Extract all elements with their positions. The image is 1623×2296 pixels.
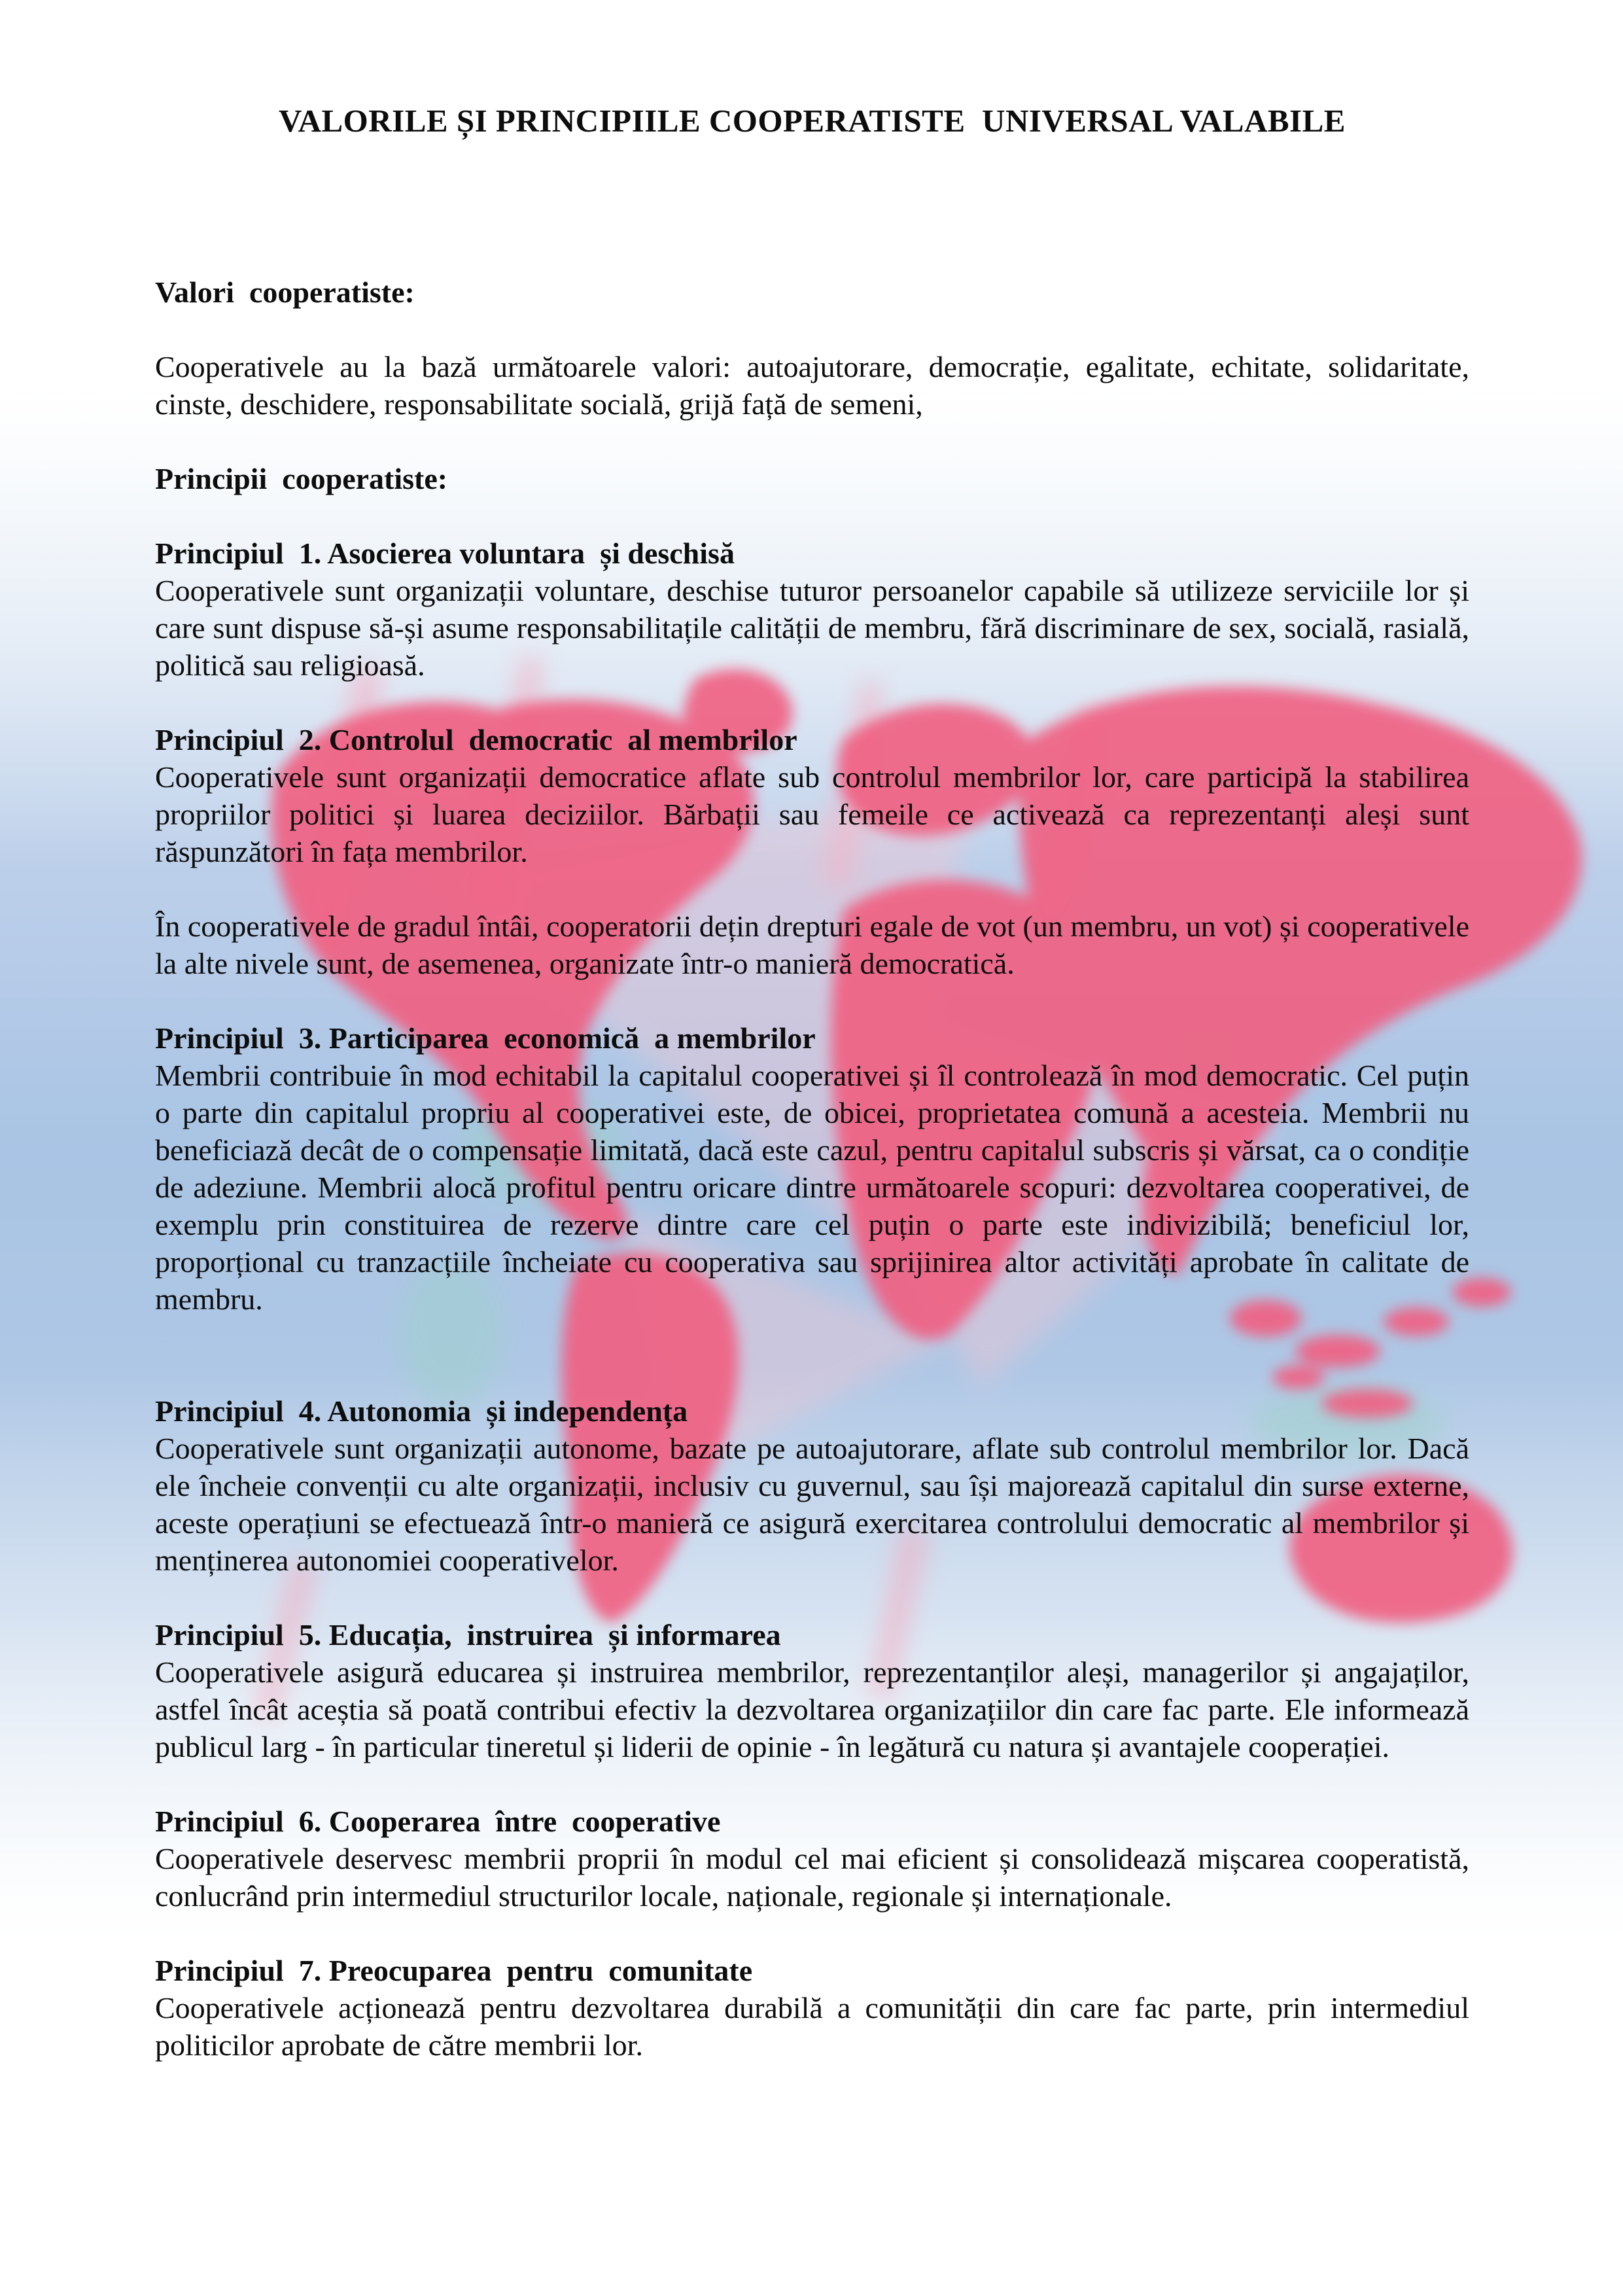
section-principii-cooperatiste [155, 460, 1469, 497]
paragraph: Cooperativele asigură educarea și instruirea membrilor, reprezentanților aleși, managerilor și angajaților, astfel încât aceștia să poată contribui efectiv la dezvoltarea organizațiilor din care fac parte. Ele informează publicul larg - în particular tineretul și liderii de opinie - în legătură cu natura și avantajele cooperației. [155, 1655, 1469, 1763]
section-heading: Principiul 4. Autonomia și independența [155, 1394, 688, 1428]
paragraph: Membrii contribuie în mod echitabil la capitalul cooperativei și îl controlează în mod democratic. Cel puțin o parte din capitalul propriu al cooperativei este, de obicei, proprietatea comună a acesteia. Membrii nu beneficiază decât de o compensație limitată, dacă este cazul, pentru capitalul subscris și vărsat, ca o condiție de adeziune. Membrii alocă profitul pentru oricare dintre următoarele scopuri: dezvoltarea cooperativei, de exemplu prin constituirea de rezerve dintre care cel puțin o parte este indivizibilă; beneficiul lor, proporțional cu tranzacțiile încheiate cu cooperativa sau sprijinirea altor activități aprobate în calitate de membru. [155, 1059, 1469, 1316]
section-heading: Principiul 1. Asocierea voluntara și deschisă [155, 537, 735, 570]
paragraph: Cooperativele sunt organizații voluntare, deschise tuturor persoanelor capabile să utilizeze serviciile lor și care sunt dispuse să-și asume responsabilitațile calității de membru, fără discriminare de sex, socială, rasială, politică sau religioasă. [155, 574, 1469, 682]
document-title: VALORILE ȘI PRINCIPIILE COOPERATISTE UNIVERSAL VALABILE [279, 103, 1346, 139]
section-principiul-3 [155, 1019, 1469, 1318]
section-heading: Principiul 3. Participarea economică a membrilor [155, 1021, 816, 1055]
paragraph: În cooperativele de gradul întâi, cooperatorii dețin drepturi egale de vot (un membru, un vot) și cooperativele la alte nivele sunt, de asemenea, organizate într-o manieră democratică. [155, 910, 1469, 980]
paragraph: Cooperativele sunt organizații democratice aflate sub controlul membrilor lor, care participă la stabilirea propriilor politici și luarea deciziilor. Bărbații sau femeile ce activează ca reprezentanți aleși sunt răspunzători în fața membrilor. [155, 760, 1469, 868]
section-heading: Principiul 2. Controlul democratic al membrilor [155, 723, 797, 756]
section-valori-cooperatiste [155, 274, 1469, 423]
section-heading: Valori cooperatiste: [155, 275, 415, 309]
paragraph: Cooperativele au la bază următoarele valori: autoajutorare, democrație, egalitate, echitate, solidaritate, cinste, deschidere, responsabilitate socială, grijă față de semeni, [155, 350, 1469, 421]
paragraph: Cooperativele acționează pentru dezvoltarea durabilă a comunității din care fac parte, prin intermediul politicilor aprobate de către membrii lor. [155, 1991, 1469, 2062]
section-principiul-2 [155, 721, 1469, 982]
section-heading: Principiul 5. Educația, instruirea și informarea [155, 1618, 781, 1651]
section-principiul-1 [155, 535, 1469, 684]
section-principiul-4 [155, 1392, 1469, 1579]
paragraph: Cooperativele deservesc membrii proprii în modul cel mai eficient și consolidează mișcarea cooperatistă, conlucrând prin intermediul structurilor locale, naționale, regionale și internaționale. [155, 1842, 1469, 1913]
section-heading: Principiul 7. Preocuparea pentru comunitate [155, 1954, 753, 1987]
section-principiul-7 [155, 1952, 1469, 2064]
section-principiul-5 [155, 1616, 1469, 1765]
section-heading: Principiul 6. Cooperarea între cooperative [155, 1805, 721, 1838]
section-principiul-6 [155, 1803, 1469, 1915]
paragraph: Cooperativele sunt organizații autonome, bazate pe autoajutorare, aflate sub controlul membrilor lor. Dacă ele încheie convenții cu alte organizații, inclusiv cu guvernul, sau își majorează capitalul din surse externe, aceste operațiuni se efectuează într-o manieră ce asigură exercitarea controlului democratic al membrilor și menținerea autonomiei cooperativelor. [155, 1432, 1469, 1577]
section-heading: Principii cooperatiste: [155, 462, 448, 495]
